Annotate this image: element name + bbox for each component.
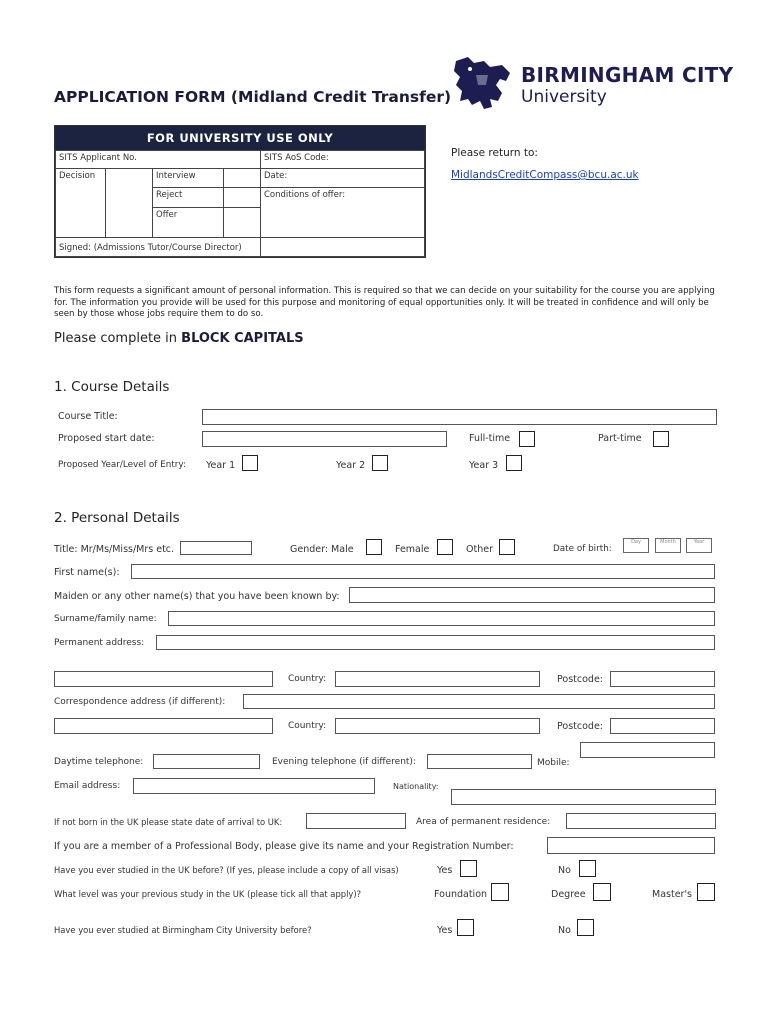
sits-applicant-cell[interactable] [55,150,261,169]
studied-uk-no-checkbox[interactable] [579,860,596,877]
evening-telephone-input[interactable] [427,754,532,769]
reject-cell [152,187,224,208]
permanent-country-label: Country: [288,674,327,684]
bcu-lion-logo-icon [450,55,514,111]
dob-label: Date of birth: [553,544,612,554]
conditions-label: Conditions of offer: [264,190,346,200]
evening-telephone-label: Evening telephone (if different): [272,757,416,767]
previous-level-label: What level was your previous study in the UK (please tick all that apply)? [54,889,362,899]
signed-label: Signed: (Admissions Tutor/Course Director) [59,243,242,253]
start-date-label: Proposed start date: [58,433,155,444]
sits-applicant-label: SITS Applicant No. [59,153,137,163]
other-label: Other [466,544,493,555]
dob-month-caption: Month [660,539,676,545]
first-names-input[interactable] [131,564,715,579]
logo-subtitle: University [521,87,607,107]
title-label: Title: Mr/Ms/Miss/Mrs etc. [54,544,175,555]
university-use-heading: FOR UNIVERSITY USE ONLY [55,126,425,150]
course-details-heading: 1. Course Details [54,379,170,395]
studied-uk-label: Have you ever studied in the UK before? (If yes, please include a copy of all visas) [54,865,399,875]
male-checkbox[interactable] [366,539,382,555]
year1-label: Year 1 [206,460,236,471]
correspondence-country-input[interactable] [335,718,540,734]
block-capitals-instruction [54,331,304,346]
correspondence-line1-input[interactable] [243,694,715,709]
correspondence-country-label: Country: [288,721,327,731]
date-label: Date: [264,171,288,181]
part-time-label: Part-time [598,433,642,444]
permanent-country-input[interactable] [335,671,540,687]
conditions-cell[interactable] [260,187,425,238]
intro-paragraph: This form requests a significant amount of personal information. This is required so that we can decide on your suitability for the course you are applying for. The information you provide will be used for this purpose and monitoring of equal opportunities only. It will be treated in confidence and will only be seen by those whose jobs require them to do so. [54,286,715,319]
studied-uk-yes-label: Yes [437,865,453,876]
logo-wordmark: BIRMINGHAM CITY [521,63,734,87]
signed-cell [55,237,261,257]
offer-label: Offer [156,210,178,220]
foundation-checkbox[interactable] [491,883,509,901]
masters-label: Master's [652,889,693,900]
arrival-date-label: If not born in the UK please state date of arrival to UK: [54,817,283,827]
year-level-label: Proposed Year/Level of Entry: [58,460,186,470]
full-time-checkbox[interactable] [519,431,535,447]
bcu-before-yes-checkbox[interactable] [457,919,474,936]
start-date-input[interactable] [202,431,447,447]
nationality-label: Nationality: [393,782,439,791]
decision-entry-cell[interactable] [105,168,153,238]
foundation-label: Foundation [434,889,488,900]
correspondence-address-label: Correspondence address (if different): [54,697,226,707]
offer-tick-cell[interactable] [223,207,261,238]
year1-checkbox[interactable] [242,455,258,471]
title-input[interactable] [180,541,252,555]
year3-label: Year 3 [469,460,499,471]
instruction-prefix: Please complete in [54,331,182,346]
signed-entry-cell[interactable] [260,237,425,257]
bcu-before-no-label: No [558,925,571,936]
studied-uk-no-label: No [558,865,571,876]
residence-input[interactable] [566,813,716,829]
maiden-names-label: Maiden or any other name(s) that you have been known by: [54,591,340,602]
instruction-emphasis: BLOCK CAPITALS [181,331,304,346]
form-title: APPLICATION FORM (Midland Credit Transfer) [54,88,452,106]
surname-input[interactable] [168,611,715,626]
bcu-before-no-checkbox[interactable] [577,919,594,936]
female-label: Female [395,544,430,555]
bcu-before-yes-label: Yes [437,925,453,936]
dob-month-field[interactable] [655,538,681,553]
reject-tick-cell[interactable] [223,187,261,208]
year3-checkbox[interactable] [506,455,522,471]
degree-checkbox[interactable] [593,883,611,901]
course-title-label: Course Title: [58,411,118,422]
professional-body-label: If you are a member of a Professional Body, please give its name and your Registration Number: [54,841,514,852]
studied-uk-yes-checkbox[interactable] [460,860,477,877]
full-time-label: Full-time [469,433,511,444]
other-checkbox[interactable] [499,539,515,555]
course-title-input[interactable] [202,409,717,425]
decision-label: Decision [59,171,96,181]
dob-year-caption: Year [693,539,705,545]
decision-cell [55,168,106,238]
mobile-input[interactable] [580,742,715,758]
surname-label: Surname/family name: [54,614,157,624]
offer-cell [152,207,224,238]
dob-day-field[interactable] [623,538,649,553]
email-input[interactable] [133,778,375,794]
correspondence-postcode-label: Postcode: [557,721,603,732]
dob-day-caption: Day [631,539,641,545]
year2-label: Year 2 [336,460,366,471]
return-email-link[interactable]: MidlandsCreditCompass@bcu.ac.uk [451,169,639,181]
masters-checkbox[interactable] [697,883,715,901]
female-checkbox[interactable] [437,539,453,555]
correspondence-line2-input[interactable] [54,718,273,734]
personal-details-heading: 2. Personal Details [54,510,180,526]
permanent-postcode-label: Postcode: [557,674,603,685]
arrival-date-input[interactable] [306,813,406,829]
interview-label: Interview [156,171,196,181]
nationality-input[interactable] [451,789,716,805]
sits-aos-cell[interactable] [260,150,425,169]
permanent-postcode-input[interactable] [610,671,715,687]
residence-label: Area of permanent residence: [416,817,551,827]
permanent-address-label: Permanent address: [54,638,145,648]
return-label: Please return to: [451,147,538,159]
first-names-label: First name(s): [54,567,120,578]
bcu-before-label: Have you ever studied at Birmingham City University before? [54,925,312,935]
university-use-table [54,125,426,258]
reject-label: Reject [156,190,183,200]
dob-year-field[interactable] [686,538,712,553]
daytime-telephone-label: Daytime telephone: [54,757,144,767]
maiden-names-input[interactable] [349,587,715,603]
email-label: Email address: [54,781,121,791]
sits-aos-label: SITS AoS Code: [264,153,329,163]
degree-label: Degree [551,889,586,900]
permanent-address-line1-input[interactable] [156,635,715,650]
interview-tick-cell[interactable] [223,168,261,188]
daytime-telephone-input[interactable] [153,754,260,769]
professional-body-input[interactable] [547,837,715,854]
part-time-checkbox[interactable] [653,431,669,447]
correspondence-postcode-input[interactable] [610,718,715,734]
year2-checkbox[interactable] [372,455,388,471]
mobile-label: Mobile: [537,758,570,768]
gender-male-label: Gender: Male [290,544,354,555]
permanent-address-line2-input[interactable] [54,671,273,687]
date-cell[interactable] [260,168,425,188]
interview-cell [152,168,224,188]
